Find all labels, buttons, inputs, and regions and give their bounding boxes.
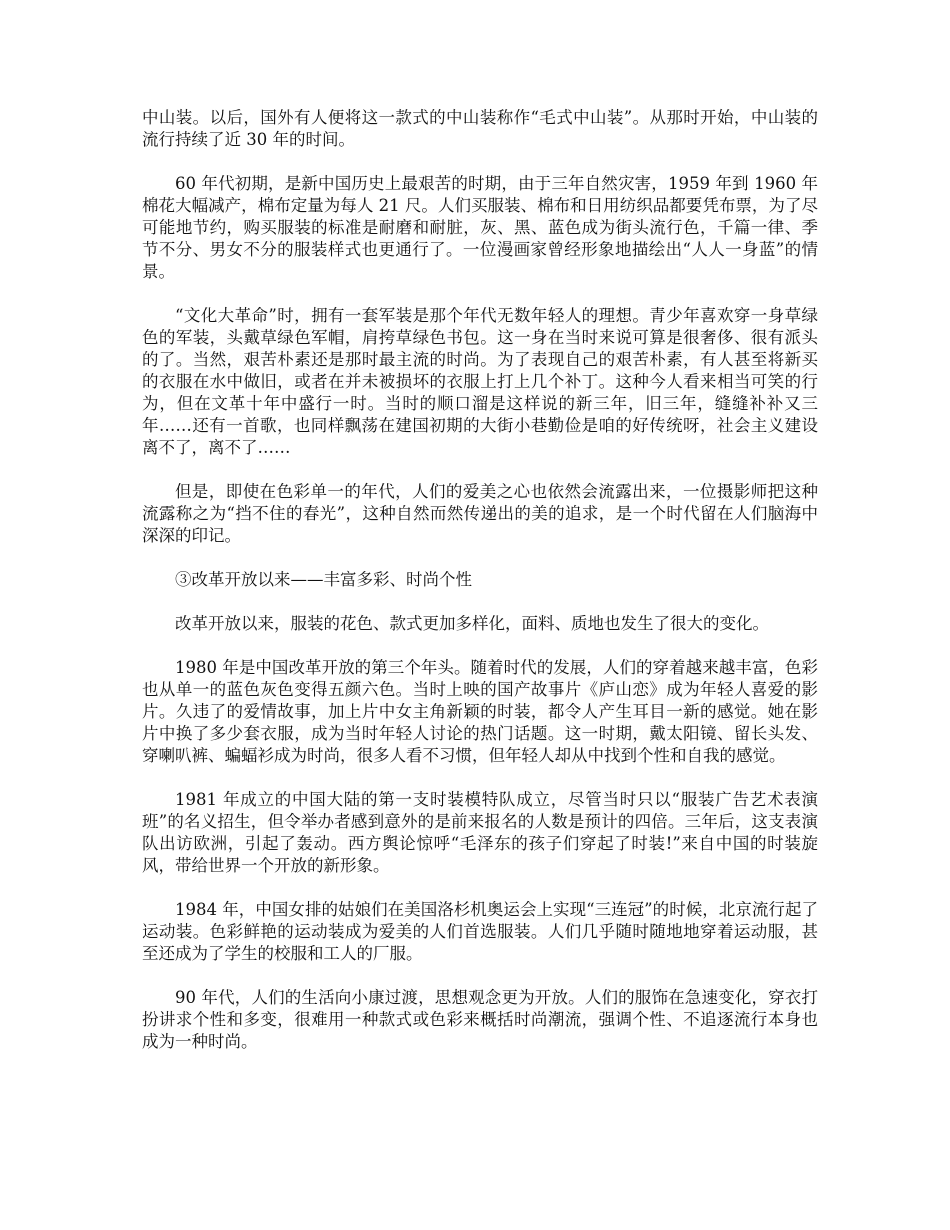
paragraph-zhongshan-suit: 中山装。以后，国外有人便将这一款式的中山装称作“毛式中山装”。从那时开始，中山装的流行持续了近 30 年的时间。 bbox=[142, 108, 818, 149]
paragraph-cultural-revolution: “文化大革命”时，拥有一套军装是那个年代无数年轻人的理想。青少年喜欢穿一身草绿色的军装，头戴草绿色军帽，肩挎草绿色书包。这一身在当时来说可算是很奢侈、很有派头的了。当然，艰苦朴素还是那时最主流的时尚。为了表现自己的艰苦朴素，有人甚至将新买的衣服在水中做旧，或者在并未被损坏的衣服上打上几个补丁。这种今人看来相当可笑的行为，但在文革十年中盛行一时。当时的顺口溜是这样说的新三年，旧三年，缝缝补补又三年……还有一首歌，也同样飘荡在建国初期的大街小巷勤俭是咱的好传统呀，社会主义建设离不了，离不了…… bbox=[142, 306, 818, 457]
document-body bbox=[142, 107, 818, 1075]
paragraph-1980: 1980 年是中国改革开放的第三个年头。随着时代的发展，人们的穿着越来越丰富，色彩也从单一的蓝色灰色变得五颜六色。当时上映的国产故事片《庐山恋》成为年轻人喜爱的影片。久违了的爱情故事，加上片中女主角新颖的时装，都令人产生耳目一新的感觉。她在影片中换了多少套衣服，成为当时年轻人讨论的热门话题。这一时期，戴太阳镜、留长头发、穿喇叭裤、蝙蝠衫成为时尚，很多人看不习惯，但年轻人却从中找到个性和自我的感觉。 bbox=[142, 658, 818, 765]
paragraph-beauty-in-monochrome: 但是，即使在色彩单一的年代，人们的爱美之心也依然会流露出来，一位摄影师把这种流露称之为“挡不住的春光”，这种自然而然传递出的美的追求，是一个时代留在人们脑海中深深的印记。 bbox=[142, 482, 818, 545]
paragraph-1984: 1984 年，中国女排的姑娘们在美国洛杉机奥运会上实现“三连冠”的时候，北京流行起了运动装。色彩鲜艳的运动装成为爱美的人们首选服装。人们几乎随时随地地穿着运动服，甚至还成为了学生的校服和工人的厂服。 bbox=[142, 900, 818, 963]
paragraph-reform-intro: 改革开放以来，服装的花色、款式更加多样化，面料、质地也发生了很大的变化。 bbox=[175, 614, 769, 633]
paragraph-1960s: 60 年代初期，是新中国历史上最艰苦的时期，由于三年自然灾害，1959 年到 1960 年棉花大幅减产，棉布定量为每人 21 尺。人们买服装、棉布和日用纺织品都要凭布票，为了尽可能地节约，购买服装的标准是耐磨和耐脏，灰、黑、蓝色成为街头流行色，千篇一律、季节不分、男女不分的服装样式也更通行了。一位漫画家曾经形象地描绘出“人人一身蓝”的情景。 bbox=[142, 174, 818, 281]
paragraph-1981: 1981 年成立的中国大陆的第一支时装模特队成立，尽管当时只以“服装广告艺术表演班”的名义招生，但令举办者感到意外的是前来报名的人数是预计的四倍。三年后，这支表演队出访欧洲，引起了轰动。西方舆论惊呼“毛泽东的孩子们穿起了时装!”来自中国的时装旋风，带给世界一个开放的新形象。 bbox=[142, 790, 818, 875]
paragraph-1990s: 90 年代，人们的生活向小康过渡，思想观念更为开放。人们的服饰在急速变化，穿衣打扮讲求个性和多变，很难用一种款式或色彩来概括时尚潮流，强调个性、不追逐流行本身也成为一种时尚。 bbox=[142, 988, 818, 1051]
section-heading-reform-era: ③改革开放以来——丰富多彩、时尚个性 bbox=[175, 570, 472, 589]
